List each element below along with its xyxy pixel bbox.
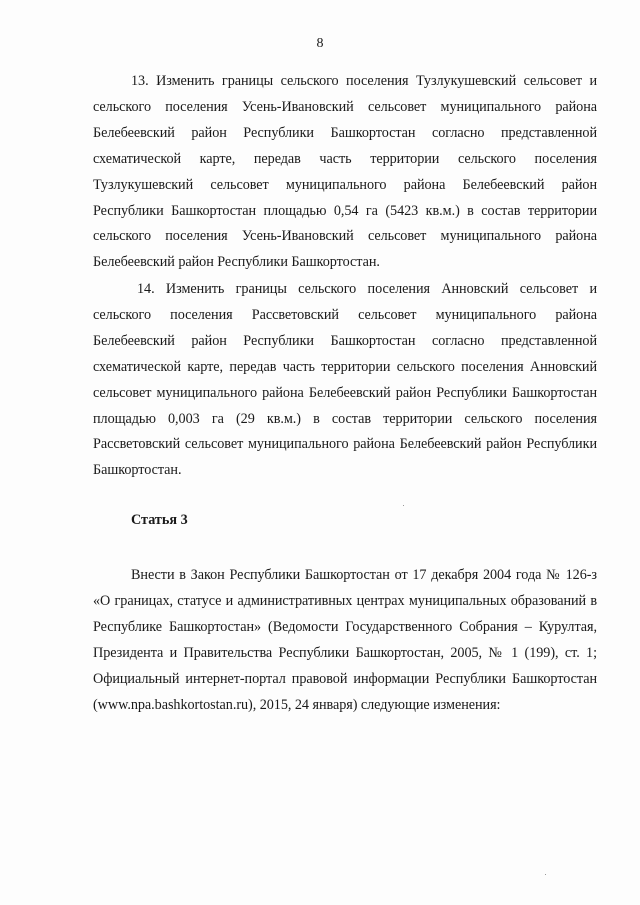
scan-speck bbox=[545, 874, 546, 875]
page-number: 8 bbox=[316, 36, 324, 51]
article-3-heading: Статья 3 bbox=[131, 512, 188, 528]
paragraph-13 bbox=[93, 69, 597, 276]
paragraph-14 bbox=[93, 277, 597, 484]
paragraph-14-text: 14. Изменить границы сельского поселения Анновский сельсовет и сельского поселения Рассветовский сельсовет муниципального района Белебеевский район Республики Башкортостан согласно представленной схематической карте, передав часть территории сельского поселения Анновский сельсовет муниципального района Белебеевский район Республики Башкортостан площадью 0,003 га (29 кв.м.) в состав территории сельского поселения Рассветовский сельсовет муниципального района Белебеевский район Республики Башкортостан. bbox=[93, 281, 597, 479]
article-3-text: Внести в Закон Республики Башкортостан от 17 декабря 2004 года № 126-з «О границах, статусе и административных центрах муниципальных образований в Республике Башкортостан» (Ведомости Государственного Собрания – Курултая, Президента и Правительства Республики Башкортостан, 2005, № 1 (199), ст. 1; Официальный интернет-портал правовой информации Республики Башкортостан (www.npa.bashkortostan.ru), 2015, 24 января) следующие изменения: bbox=[93, 567, 597, 713]
article-3-body bbox=[93, 563, 597, 718]
paragraph-13-text: 13. Изменить границы сельского поселения Тузлукушевский сельсовет и сельского поселения Усень-Ивановский сельсовет муниципального района Белебеевский район Республики Башкортостан согласно представленной схематической карте, передав часть территории сельского поселения Тузлукушевский сельсовет муниципального района Белебеевский район Республики Башкортостан площадью 0,54 га (5423 кв.м.) в состав территории сельского поселения Усень-Ивановский сельсовет муниципального района Белебеевский район Республики Башкортостан. bbox=[93, 73, 597, 271]
scan-speck bbox=[403, 505, 404, 506]
